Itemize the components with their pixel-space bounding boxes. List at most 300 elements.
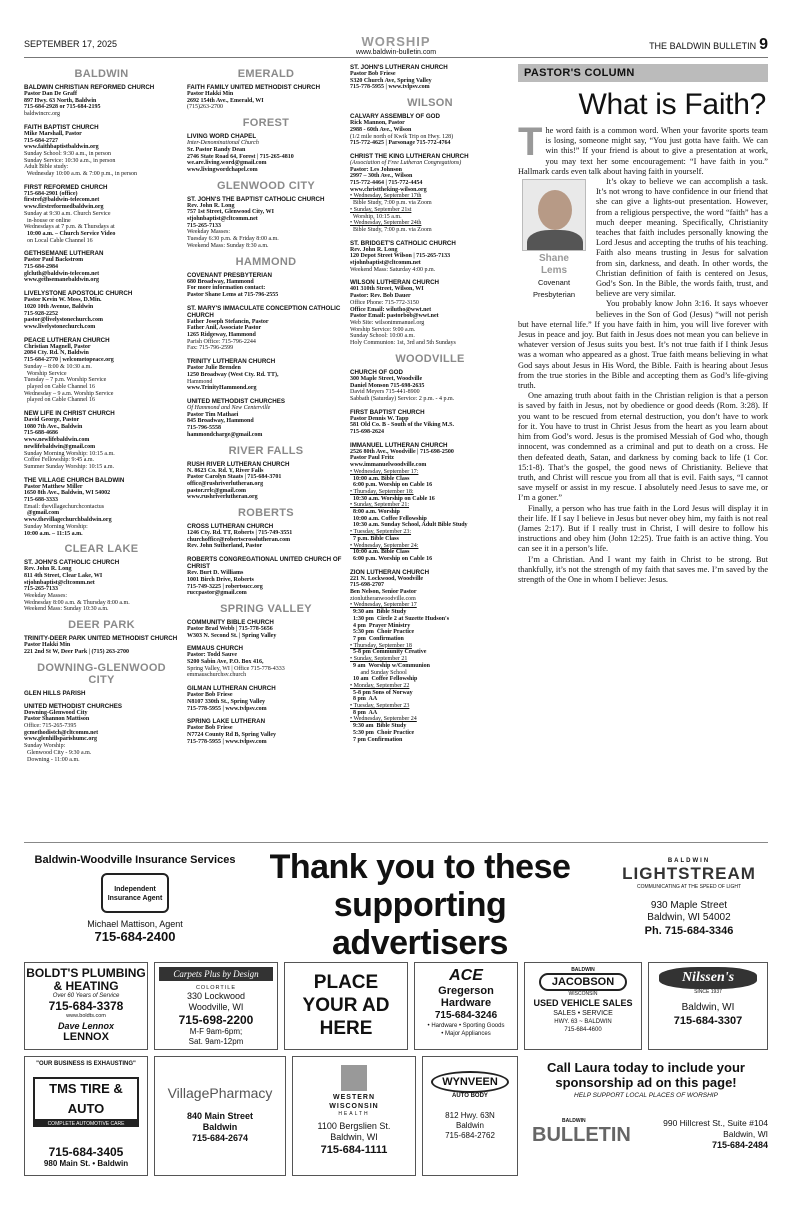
church-detail: Weekday Masses:: [24, 593, 68, 600]
church-name: ST. BRIDGET'S CATHOLIC CHURCH: [350, 239, 456, 247]
church-detail: Sr. Pastor Randy Dean: [187, 146, 246, 153]
church-listing: [24, 84, 179, 118]
church-detail: 1265 Ridgeway, Hammond: [187, 332, 256, 339]
church-detail: and Sunday School: [350, 669, 407, 676]
church-detail: 2084 Cty. Rd. N, Baldwin: [24, 350, 89, 357]
ad-phone: 715-684-2400: [94, 929, 176, 944]
church-detail: For more information contact:: [187, 285, 266, 292]
church-detail: 1246 Cty. Rd. TT, Roberts | 715-749-3551: [187, 530, 293, 537]
town-heading: BALDWIN: [74, 68, 129, 80]
church-detail: 897 Hwy. 63 North, Baldwin: [24, 97, 97, 104]
town-heading: EMERALD: [237, 68, 295, 80]
church-detail: 9 am Worship w/Communion: [350, 662, 430, 669]
lightstream-logo: LIGHTSTREAM: [622, 864, 756, 883]
church-detail: 715-698-2624: [350, 429, 384, 436]
church-detail: Wednesdays at 7 p.m. & Thursdays at: [24, 224, 115, 231]
church-detail: 7 p.m. Bible Class: [350, 535, 399, 542]
church-detail: Pastor: Les Johnson: [350, 166, 403, 173]
church-detail: 715-684-2984: [24, 264, 58, 271]
church-detail: Rev. John R. Long: [350, 246, 398, 253]
church-detail: 1001 Birch Drive, Roberts: [187, 576, 254, 583]
church-detail: www.christtheking-wilson.org: [350, 186, 427, 193]
church-detail: 10 am Coffee Fellowship: [350, 676, 418, 683]
ad-phone: 715-684-3378: [48, 999, 124, 1013]
church-listing: [24, 410, 179, 471]
column-label: PASTOR'S COLUMN: [518, 64, 768, 82]
ad-items: • Major Appliances: [441, 1031, 491, 1037]
author-portrait: [522, 179, 586, 251]
town-heading: RIVER FALLS: [228, 444, 304, 457]
carpets-logo: Carpets Plus by Design: [159, 967, 273, 981]
church-detail: Tuesday 6:30 p.m. & Friday 8:00 a.m.: [187, 236, 279, 243]
church-detail: • Thursday, September 18: [350, 642, 412, 649]
church-detail: Sunday – 8:00 & 10:30 a.m.: [24, 363, 92, 370]
church-detail: www.livelystonechurch.com: [24, 323, 96, 330]
directory-column-1: [24, 64, 179, 832]
church-detail: • Thursday, September 18:: [350, 488, 414, 495]
town-heading: SPRING VALLEY: [220, 602, 312, 615]
church-detail: www.faithbaptistbaldwin.org: [24, 144, 99, 151]
church-detail: Pastor Hakki Min: [24, 642, 71, 649]
church-listing: [187, 133, 345, 174]
ad-phone: 715-684-2762: [445, 1131, 495, 1140]
ad-nilssens[interactable]: [648, 962, 768, 1050]
ad-city: Baldwin, WI: [681, 1002, 735, 1013]
paragraph: One amazing truth about faith in the Christian religion is that a person is saved by faith in Jesus, not by obedience or good deeds (Rom. 3:28). If you want to be rescued from eternal destruction, you don’t have to work for it. You have to trust in Christ Jesus from the heart as you learn about him from God’s word. Jesus is the promised Messiah of God who, though innocent, was condemned as a criminal and put to death on a cross. He then defeated death, Satan, and darkness by coming back to life (1 Cor. 15:1-8). That’s the gospel, the good news of Christianity. Believe that truth, and Christ will rescue you from all that is evil. Faith says, “I cannot save myself or assist in my rescue. I absolutely need Jesus to save me, or I’m a goner.”: [518, 391, 768, 503]
ad-agent: Michael Mattison, Agent: [87, 919, 183, 929]
church-detail: W303 N. Second St. | Spring Valley: [187, 632, 277, 639]
ad-subtitle: HELP SUPPORT LOCAL PLACES OF WORSHIP: [574, 1092, 718, 1099]
ad-ace-hardware[interactable]: [414, 962, 518, 1050]
church-name: CALVARY ASSEMBLY OF GOD: [350, 113, 440, 121]
church-detail: 715-778-5955 | www.tvlpsv.com: [350, 84, 430, 91]
ad-city: Baldwin, WI: [330, 1132, 378, 1142]
ad-carpets-plus[interactable]: [154, 962, 278, 1050]
church-detail: Bible Study, 7:00 p.m. via Zoom: [350, 200, 432, 207]
town-heading: WOODVILLE: [395, 352, 465, 365]
church-detail: Sunday Worship:: [24, 743, 66, 750]
church-detail: Downing - 11:00 a.m.: [24, 756, 80, 763]
church-detail: Pastor Tim Mathaei: [187, 411, 239, 418]
ad-phone: 715-684-3246: [434, 1010, 498, 1021]
church-detail: 10:00 a.m. Coffee Fellowship: [350, 515, 427, 522]
tms-logo: TMS TIRE & AUTO: [33, 1077, 139, 1121]
church-detail: 5:30 pm Choir Practice: [350, 629, 415, 636]
church-detail: www.newlifebaldwin.com: [24, 437, 90, 444]
church-name: SPRING LAKE LUTHERAN: [187, 718, 266, 726]
church-listing: [350, 409, 510, 436]
church-detail: Weekend Mass: Sunday 8:30 a.m.: [187, 242, 269, 249]
church-detail: N8107 330th St., Spring Valley: [187, 698, 266, 705]
church-listing: [187, 718, 345, 745]
ad-village-pharmacy[interactable]: [154, 1056, 286, 1176]
church-detail: newlifebaldwin@gmail.com: [24, 443, 96, 450]
bulletin-logo-block: [532, 1118, 642, 1147]
ad-city: Woodville, WI: [188, 1002, 244, 1012]
church-detail: www.immanuelwoodville.com: [350, 462, 427, 469]
church-name: CROSS LUTHERAN CHURCH: [187, 523, 274, 531]
church-detail: Pastor Julie Brenden: [187, 365, 241, 372]
church-name: ST. MARY'S IMMACULATE CONCEPTION CATHOLIC CHURCH: [187, 304, 341, 319]
church-listing: [24, 124, 179, 178]
church-detail: 401 310th Street, Wilson, WI: [350, 286, 424, 293]
church-detail: Fax: 715-796-2599: [187, 345, 234, 352]
ad-phone: 715-684-3405: [48, 1145, 124, 1159]
church-detail: • Sunday, September 21st: [350, 206, 412, 213]
church-detail: 10:00 a.m. – Church Service Video: [24, 230, 116, 237]
church-detail: Pastor Paul Backstrom: [24, 257, 84, 264]
church-detail: baldwincrc.org: [24, 111, 61, 118]
church-detail: 715-772-4625 | Parsonage 715-772-4764: [350, 140, 451, 147]
church-listing: [350, 153, 510, 234]
church-name: COMMUNITY BIBLE CHURCH: [187, 618, 274, 626]
church-detail: www.TrinityHammond.org: [187, 385, 257, 392]
church-detail: Sunday Morning Worship:: [24, 523, 88, 530]
town-heading: DEER PARK: [68, 619, 135, 632]
ad-name: Hardware: [440, 997, 492, 1009]
church-detail: emmauschurchsv.church: [187, 672, 247, 679]
church-detail: 715-684-2901 (office): [24, 190, 78, 197]
town-heading: FOREST: [242, 117, 290, 130]
church-detail: 8 pm AA: [350, 696, 378, 703]
church-detail: • Wednesday, September 24: [350, 716, 417, 723]
ad-address: 330 Lockwood: [186, 991, 246, 1001]
church-detail: Pastor Bob Friese: [187, 692, 233, 699]
wwh-logo-icon: [341, 1065, 367, 1091]
ad-lightstream[interactable]: [610, 848, 768, 956]
author-church: Covenant: [537, 278, 571, 288]
church-detail: 715-684-2928 or 715-684-2195: [24, 104, 101, 111]
church-listing: [24, 337, 179, 404]
church-detail: Pastor Brad Webb | 715-778-5656: [187, 625, 273, 632]
ad-hours: M-F 9am-6pm;: [189, 1027, 243, 1036]
church-listing: [187, 358, 345, 392]
church-detail: Pastor Matthew Miller: [24, 483, 83, 490]
church-detail: www.firstreformedbaldwin.org: [24, 204, 104, 211]
author-first-name: Shane: [538, 253, 569, 265]
ad-phone: 715-684-2674: [191, 1133, 249, 1143]
church-detail: Rev. John Sutherland, Pastor: [187, 543, 263, 550]
church-detail: 5:30 pm Choir Practice: [350, 729, 415, 736]
place-ad-text: PLACE YOUR AD HERE: [302, 972, 390, 1039]
ad-small: COMPLETE AUTOMOTIVE CARE: [33, 1121, 139, 1127]
church-listing: [187, 619, 345, 639]
church-detail: (Association of Free Lutheran Congregations): [350, 159, 462, 166]
ad-slogan: "OUR BUSINESS IS EXHAUSTING": [36, 1061, 136, 1067]
church-listing: [187, 461, 345, 502]
church-detail: 9:30 am Bible Study: [350, 723, 407, 730]
church-detail: 2692 154th Ave., Emerald, WI: [187, 97, 264, 104]
wwh-logo: HEALTH: [338, 1111, 370, 1117]
church-detail: Pastor Shane Lems at 715-796-2555: [187, 291, 279, 298]
ad-phone: 715-698-2200: [178, 1013, 254, 1027]
church-detail: (715)263-2700: [187, 104, 223, 111]
church-detail: Web Site: wilsonimmanuel.org: [350, 319, 425, 326]
church-listing: [187, 685, 345, 712]
church-detail: 715-778-5955 | www.tvlpsv.com: [187, 738, 267, 745]
church-detail: 7 pm Confirmation: [350, 636, 404, 642]
church-detail: Office Email: wilutho@wwt.net: [350, 306, 432, 313]
church-detail: Wednesday 10:00 a.m. & 7:00 p.m., in person: [24, 171, 138, 178]
ad-bw-insurance[interactable]: [24, 848, 246, 956]
church-detail: www.rushriverlutheran.org: [187, 494, 258, 501]
church-detail: Pastor Kevin W. Moss, D.Min.: [24, 297, 102, 304]
directory-column-2: [187, 64, 345, 832]
ad-city: Baldwin: [202, 1122, 238, 1132]
drop-cap: T: [518, 120, 543, 164]
church-listing: [24, 250, 179, 284]
town-heading: GLENWOOD CITY: [216, 179, 315, 192]
church-detail: Wednesday – 9 a.m. Worship Service: [24, 390, 114, 397]
church-detail: Email: thevillagechurchcontactus: [24, 503, 105, 510]
sponsorship-callout: Call Laura today to include your sponsorship ad on this page!: [547, 1060, 745, 1090]
town-heading: DOWNING-GLENWOOD CITY: [37, 661, 166, 686]
church-detail: Pastor Dennis W. Tapp: [350, 415, 409, 422]
church-detail: Glenwood City - 9:30 a.m.: [24, 749, 92, 756]
church-name: ROBERTS CONGREGATIONAL UNITED CHURCH OF CHRIST: [187, 556, 342, 571]
church-detail: hammondcharge@gmail.com: [187, 431, 263, 438]
ad-items: • Hardware • Sporting Goods: [427, 1023, 505, 1029]
paragraph: he word faith is a common word. When your favorite sports team is losing, someone might say, “You just gotta have faith. We can win this!” If your friend is about to give a presentation at work, you may text her some encouragement: “I have faith in you.” Hallmark cards even talk about having faith in yourself.: [518, 126, 768, 176]
church-name: ZION LUTHERAN CHURCH: [350, 568, 430, 576]
website-url[interactable]: www.baldwin-bulletin.com: [355, 49, 437, 56]
church-detail: Weekend Mass: Sunday 10:30 a.m.: [24, 606, 109, 613]
wwh-logo: WESTERN: [333, 1094, 375, 1101]
church-detail: Pastor: Todd Sauve: [187, 652, 238, 659]
church-detail: Wednesday 8:00 a.m. & Thursday 8:00 a.m.: [24, 599, 130, 606]
church-listing: [350, 64, 510, 91]
church-detail: Sunday School: 9:30 a.m., in person: [24, 150, 111, 157]
church-detail: 2988 - 60th Ave., Wilson: [350, 126, 412, 133]
church-listing: [24, 477, 179, 538]
church-name: LIVELYSTONE APOSTOLIC CHURCH: [24, 290, 133, 298]
ad-wynveen[interactable]: [422, 1056, 518, 1176]
church-detail: pastor@livelystonechurch.com: [24, 317, 103, 324]
ad-boldts[interactable]: [24, 962, 148, 1050]
church-detail: 10:00 a.m. Bible Class: [350, 549, 410, 556]
church-detail: David George, Pastor: [24, 417, 80, 424]
bulletin-contact: [646, 1118, 768, 1151]
ad-since: Over 60 Years of Service: [52, 993, 120, 999]
church-detail: churchoffice@robertscrosslutheran.com: [187, 536, 291, 543]
church-detail: www.glenhillsparishumc.org: [24, 736, 98, 743]
church-detail: 2526 80th Ave., Woodville | 715-698-2500: [350, 448, 454, 455]
ad-address: 812 Hwy. 63N: [445, 1111, 495, 1120]
church-detail: 715-698-2707: [350, 582, 384, 589]
town-heading: HAMMOND: [235, 255, 297, 268]
church-detail: 9:30 am Bible Study: [350, 609, 407, 616]
church-detail: Pastor Carolyn Staats | 715-684-3701: [187, 474, 282, 481]
church-detail: (1/2 mile north of Kwik Trip on Hwy. 128): [350, 133, 454, 140]
church-detail: gcmethodistch@cltcomm.net: [24, 729, 99, 736]
church-detail: Pastor Paul Fritz: [350, 455, 394, 462]
ad-since: SINCE 1937: [694, 989, 722, 995]
church-listing: [187, 645, 345, 679]
wynveen-logo: WYNVEEN: [431, 1071, 509, 1093]
church-name: GETHSEMANE LUTHERAN: [24, 250, 104, 258]
church-name: NEW LIFE IN CHRIST CHURCH: [24, 410, 115, 418]
church-detail: • Wednesday, September 17:: [350, 468, 419, 475]
ad-address: 990 Hillcrest St., Suite #104: [663, 1118, 768, 1128]
church-detail: Spring Valley, WI | Office 715-778-4333: [187, 665, 285, 672]
church-detail: Sunday Morning Worship: 10:15 a.m.: [24, 450, 115, 457]
ad-tms-tire[interactable]: [24, 1056, 148, 1176]
church-detail: Daniel Monson 715-698-2635: [350, 382, 425, 389]
church-listing: [24, 184, 179, 245]
church-listing: [24, 703, 179, 764]
ad-city: Baldwin: [455, 1121, 484, 1130]
boldts-logo: BOLDT'S PLUMBING & HEATING: [26, 966, 146, 993]
church-detail: • Wednesday, September 24:: [350, 542, 419, 549]
church-listing: [24, 559, 179, 613]
church-detail: 1020 10th Avenue, Baldwin: [24, 303, 94, 310]
church-detail: 1:30 pm Circle 2 at Suzette Hudson's: [350, 615, 450, 622]
church-detail: • Monday, September 22: [350, 682, 410, 689]
church-detail: 6:00 p.m. Worship on Cable 16: [350, 482, 433, 489]
church-detail: office@rushriverlutheran.org: [187, 480, 264, 487]
church-detail: 221 N. Lockwood, Woodville: [350, 575, 424, 582]
church-detail: 715-265-7133: [24, 586, 58, 593]
church-detail: 1250 Broadway (West Cty. Rd. TT),: [187, 371, 279, 378]
church-detail: 845 Broadway, Hammond: [187, 418, 254, 425]
ad-city: Baldwin, WI 54002: [647, 912, 731, 923]
church-listing: [350, 369, 510, 403]
church-detail: stjohnbaptist@cltcomm.net: [350, 260, 421, 267]
church-name: GLEN HILLS PARISH: [24, 689, 86, 697]
paragraph: I’m a Christian. And I want my faith in Christ to be strong. But thankfully, it’s not the strength of my faith that saves me. I’m saved by the strength of the One in whom I believe: Jesus.: [518, 554, 768, 584]
church-detail: 715-684-2727: [24, 137, 58, 144]
church-detail: 1650 8th Ave., Baldwin, WI 54002: [24, 490, 111, 497]
church-detail: 120 Depot Street Wilson | 715-265-7133: [350, 253, 451, 260]
church-name: PEACE LUTHERAN CHURCH: [24, 336, 110, 344]
ad-small: BALDWIN: [667, 858, 711, 864]
church-detail: Adult Bible study:: [24, 164, 69, 171]
church-detail: Tuesday – 7 p.m. Worship Service: [24, 377, 107, 384]
church-detail: Worship Service: 9:00 a.m.: [350, 326, 416, 333]
ad-western-wisconsin-health[interactable]: [292, 1056, 416, 1176]
church-detail: N7724 County Rd B, Spring Valley: [187, 731, 277, 738]
ad-phone: 715-684-3307: [673, 1015, 743, 1027]
church-detail: Father Anil, Associate Pastor: [187, 325, 262, 332]
ad-name: Gregerson: [438, 985, 494, 997]
church-listing: [350, 113, 510, 147]
church-detail: 715-684-2770 | welcometopeace.org: [24, 357, 114, 364]
church-detail: David Meyers 715-441-8900: [350, 389, 420, 396]
church-listing: [187, 84, 345, 111]
church-name: EMMAUS CHURCH: [187, 645, 244, 653]
church-detail: on Local Cable Channel 16: [24, 237, 93, 244]
church-detail: • Wednesday, September 17: [350, 602, 417, 609]
church-detail: 811 4th Street, Clear Lake, WI: [24, 572, 103, 579]
ad-place-your-ad[interactable]: [284, 962, 408, 1050]
town-heading: ROBERTS: [238, 507, 294, 520]
ad-address: 840 Main Street: [186, 1111, 254, 1121]
church-detail: 581 Old Co. B - South of the Viking M.S.: [350, 422, 455, 429]
church-detail: 715-772-4464 | 715-772-4454: [350, 180, 423, 187]
ad-web: www.boldts.com: [66, 1013, 106, 1019]
church-detail: 6:00 p.m. Worship on Cable 16: [350, 555, 433, 562]
church-name: BALDWIN CHRISTIAN REFORMED CHURCH: [24, 84, 155, 91]
church-detail: Rev. John R. Long: [24, 566, 72, 573]
church-detail: in-house or online: [24, 217, 71, 224]
church-detail: 221 2nd St W, Deer Park | (715) 263-2700: [24, 648, 130, 655]
church-name: CHRIST THE KING LUTHERAN CHURCH: [350, 152, 469, 160]
section-divider: [24, 842, 768, 843]
church-listing: [187, 272, 345, 299]
church-listing: [187, 523, 345, 550]
church-listing: [350, 442, 510, 563]
church-detail: 680 Broadway, Hammond: [187, 278, 254, 285]
wwh-logo: WISCONSIN: [329, 1103, 379, 1110]
church-detail: 8 pm AA: [350, 709, 378, 716]
church-detail: • Sunday, September 21: [350, 656, 408, 663]
church-detail: 715-778-5955 | www.tvlpsv.com: [187, 705, 267, 712]
lennox-tag: Dave Lennox: [57, 1021, 115, 1031]
nilssens-logo: Nilssen's: [659, 967, 757, 989]
church-detail: 715-749-3225 | robertsucc.org: [187, 583, 263, 590]
church-detail: Pastor Email: pastorbob@wwt.net: [350, 313, 439, 320]
church-listing: [24, 690, 179, 697]
church-detail: N. 8623 Co. Rd. Y, River Falls: [187, 467, 264, 474]
church-listing: [24, 290, 179, 331]
church-listing: [350, 240, 510, 274]
church-detail: Pastor Dan De Graff: [24, 91, 78, 97]
ad-phone: Ph. 715-684-3346: [644, 925, 734, 937]
article-body: [518, 120, 768, 585]
church-detail: Parish Office: 715-796-2244: [187, 338, 256, 345]
church-detail: 2746 State Road 64, Forest | 715-265-4810: [187, 153, 294, 160]
church-name: TRINITY-DEER PARK UNITED METHODIST CHURCH: [24, 635, 178, 643]
ad-city: Baldwin, WI: [723, 1129, 768, 1139]
church-name: ST. JOHN'S CATHOLIC CHURCH: [24, 559, 120, 567]
village-pharmacy-logo: VillagePharmacy: [167, 1085, 273, 1101]
church-detail: Summer Sunday Worship: 10:15 a.m.: [24, 463, 115, 470]
church-detail: Holy Communion: 1st, 3rd and 5th Sundays: [350, 340, 456, 347]
ace-logo: ACE: [449, 967, 483, 984]
church-detail: Mike Marshall, Pastor: [24, 130, 82, 137]
church-listing: [24, 635, 179, 655]
church-detail: Sabbath (Saturday) Service: 2 p.m. - 4 p.m.: [350, 395, 455, 402]
church-detail: @gmail.com: [24, 510, 60, 517]
church-detail: Worship, 10:15 a.m.: [350, 213, 402, 220]
church-detail: 8:00 a.m. Worship: [350, 509, 400, 516]
paragraph: You probably know John 3:16. It says whoever believes in the Son of God (Jesus) “will not perish but have eternal life.” If you have faith in him, you will live forever with Jesus in peace and joy. But faith in Jesus does not mean you can believe in whatever version of Jesus suits you best. It’s not true faith if I think Jesus was a woman who appeared as a ghost. True faith means believing in what God says about Jesus in His Word, the Bible. Faith is hearing about Jesus from the true stories in the Bible and accepting them as God’s life-giving truth.: [518, 299, 768, 391]
church-detail: 10:00 a.m. – 11:15 a.m.: [24, 530, 83, 537]
church-detail: pastor.rrlc@gmail.com: [187, 487, 247, 494]
church-detail: 715-688-4686: [24, 430, 58, 437]
church-detail: Office Phone: 715-772-3150: [350, 299, 419, 306]
church-listing: [350, 279, 510, 346]
ad-address: 930 Maple Street: [650, 900, 728, 911]
church-name: UNITED METHODIST CHURCHES: [187, 397, 285, 405]
ad-phone: 715-684-4600: [564, 1027, 602, 1033]
ad-address: 1100 Bergslien St.: [317, 1121, 391, 1131]
article-title: What is Faith?: [578, 88, 766, 121]
church-name: CHURCH OF GOD: [350, 368, 403, 376]
paragraph: It’s okay to believe we can accomplish a task. It’s not wrong to have confidence in our friend that she can give a lights-out presentation. However, from a religious perspective, the word “faith” has a much deeper meaning. Specifically, Christianity teaches that faith includes personally knowing the Lord Jesus and accepting the truths of his teaching. Faith also means trusting in Jesus for salvation from sin, darkness, and death. In other words, the Christian definition of faith is centered on Jesus, God’s Son. In the Bible, the words faith, trust, and believe are very similar.: [596, 177, 768, 299]
church-detail: Downing-Glenwood City: [24, 709, 88, 716]
church-detail: Sunday School: 10:00 a.m.: [350, 333, 415, 340]
ad-call-laura[interactable]: [524, 1056, 768, 1176]
church-detail: Ben Nelson, Senior Pastor: [350, 589, 417, 596]
ad-jacobson[interactable]: [524, 962, 642, 1050]
ad-sales: USED VEHICLE SALES: [533, 998, 633, 1008]
ad-small: AUTO BODY: [452, 1093, 488, 1099]
church-name: GILMAN LUTHERAN CHURCH: [187, 685, 276, 693]
church-name: THE VILLAGE CHURCH BALDWIN: [24, 476, 125, 484]
church-detail: 5-8 pm Sons of Norway: [350, 689, 413, 696]
town-heading: WILSON: [407, 97, 453, 110]
